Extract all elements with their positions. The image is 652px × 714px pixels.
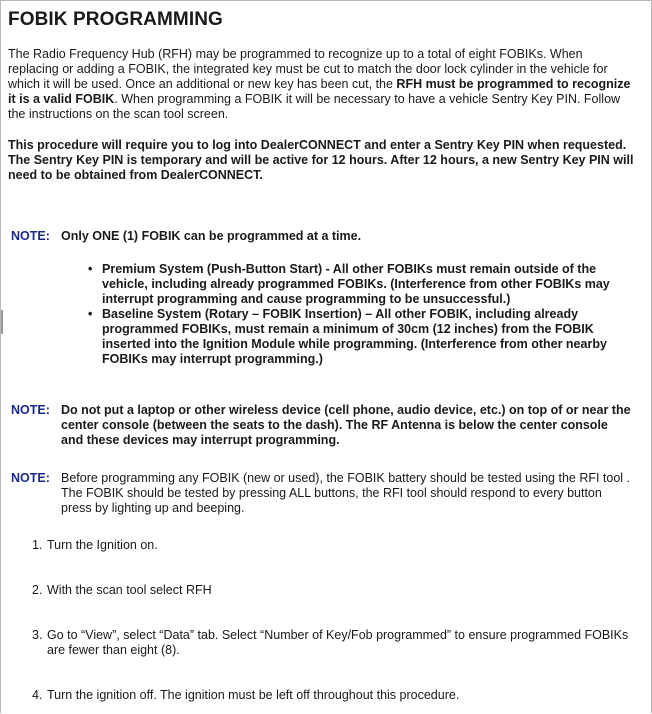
note-label: NOTE: [11,229,50,243]
dealerconnect-notice: This procedure will require you to log into DealerCONNECT and enter a Sentry Key PIN when requested. The Sentry Key PIN is temporary and will be active for 12 hours. After 12 hours, a new Sentry Key PIN will need to be obtained from DealerCONNECT. [8,138,634,182]
page-title: FOBIK PROGRAMMING [8,9,223,30]
step-text: Turn the Ignition on. [47,538,158,552]
note-battery-test [11,471,631,516]
step-number: 3. [32,628,43,642]
step-item [32,688,632,703]
system-bullet-list [88,262,634,367]
bullet-premium-system: • Premium System (Push-Button Start) - All other FOBIKs must remain outside of the vehicle, including already programmed FOBIKs. (Interference from other FOBIKs may interrupt programming and cause programming to be unsuccessful.) [88,262,634,307]
step-text: Go to “View”, select “Data” tab. Select “Number of Key/Fob programmed” to ensure programmed FOBIKs are fewer than eight (8). [47,628,629,657]
step-text: With the scan tool select RFH [47,583,212,597]
step-number: 2. [32,583,43,597]
intro-paragraph [8,47,634,122]
step-item [32,583,632,598]
intro-text-1: The Radio Frequency Hub (RFH) may be programmed to recognize up to a total of eight FOBIKs. When replacing or adding a FOBIK, the integrated key must be cut to match the door lock cylinder in the vehicle for which it will be used. Once an additional or new key has been cut, the [8,47,608,91]
note-single-fobik [11,229,631,244]
note-label: NOTE: [11,403,50,417]
step-number: 1. [32,538,43,552]
intro-bold-text: RFH must be programmed to recognize it is a valid FOBIK [8,77,631,106]
intro-text-2: . When programming a FOBIK it will be necessary to have a vehicle Sentry Key PIN. Follow the instructions on the scan tool screen. [8,92,621,121]
step-text: Turn the ignition off. The ignition must be left off throughout this procedure. [47,688,460,702]
bullet-baseline-system: • Baseline System (Rotary – FOBIK Insertion) – All other FOBIK, including already programmed FOBIKs, must remain a minimum of 30cm (12 inches) from the FOBIK inserted into the Ignition Module while programming. (Interference from other nearby FOBIKs may interrupt programming.) [88,307,634,367]
note-label: NOTE: [11,471,50,485]
step-number: 4. [32,688,43,702]
note-text: Only ONE (1) FOBIK can be programmed at a time. [61,229,362,243]
note-text: Before programming any FOBIK (new or used), the FOBIK battery should be tested using the RFI tool . The FOBIK should be tested by pressing ALL buttons, the RFI tool should respond to every button press by lighting up and beeping. [61,471,631,515]
step-item [32,538,632,553]
note-text: Do not put a laptop or other wireless device (cell phone, audio device, etc.) on top of or near the center console (between the seats to the dash). The RF Antenna is below the center console and these devices may interrupt programming. [61,403,631,447]
scroll-edge-mark [1,310,3,334]
step-item [32,628,632,658]
note-wireless-devices [11,403,631,448]
